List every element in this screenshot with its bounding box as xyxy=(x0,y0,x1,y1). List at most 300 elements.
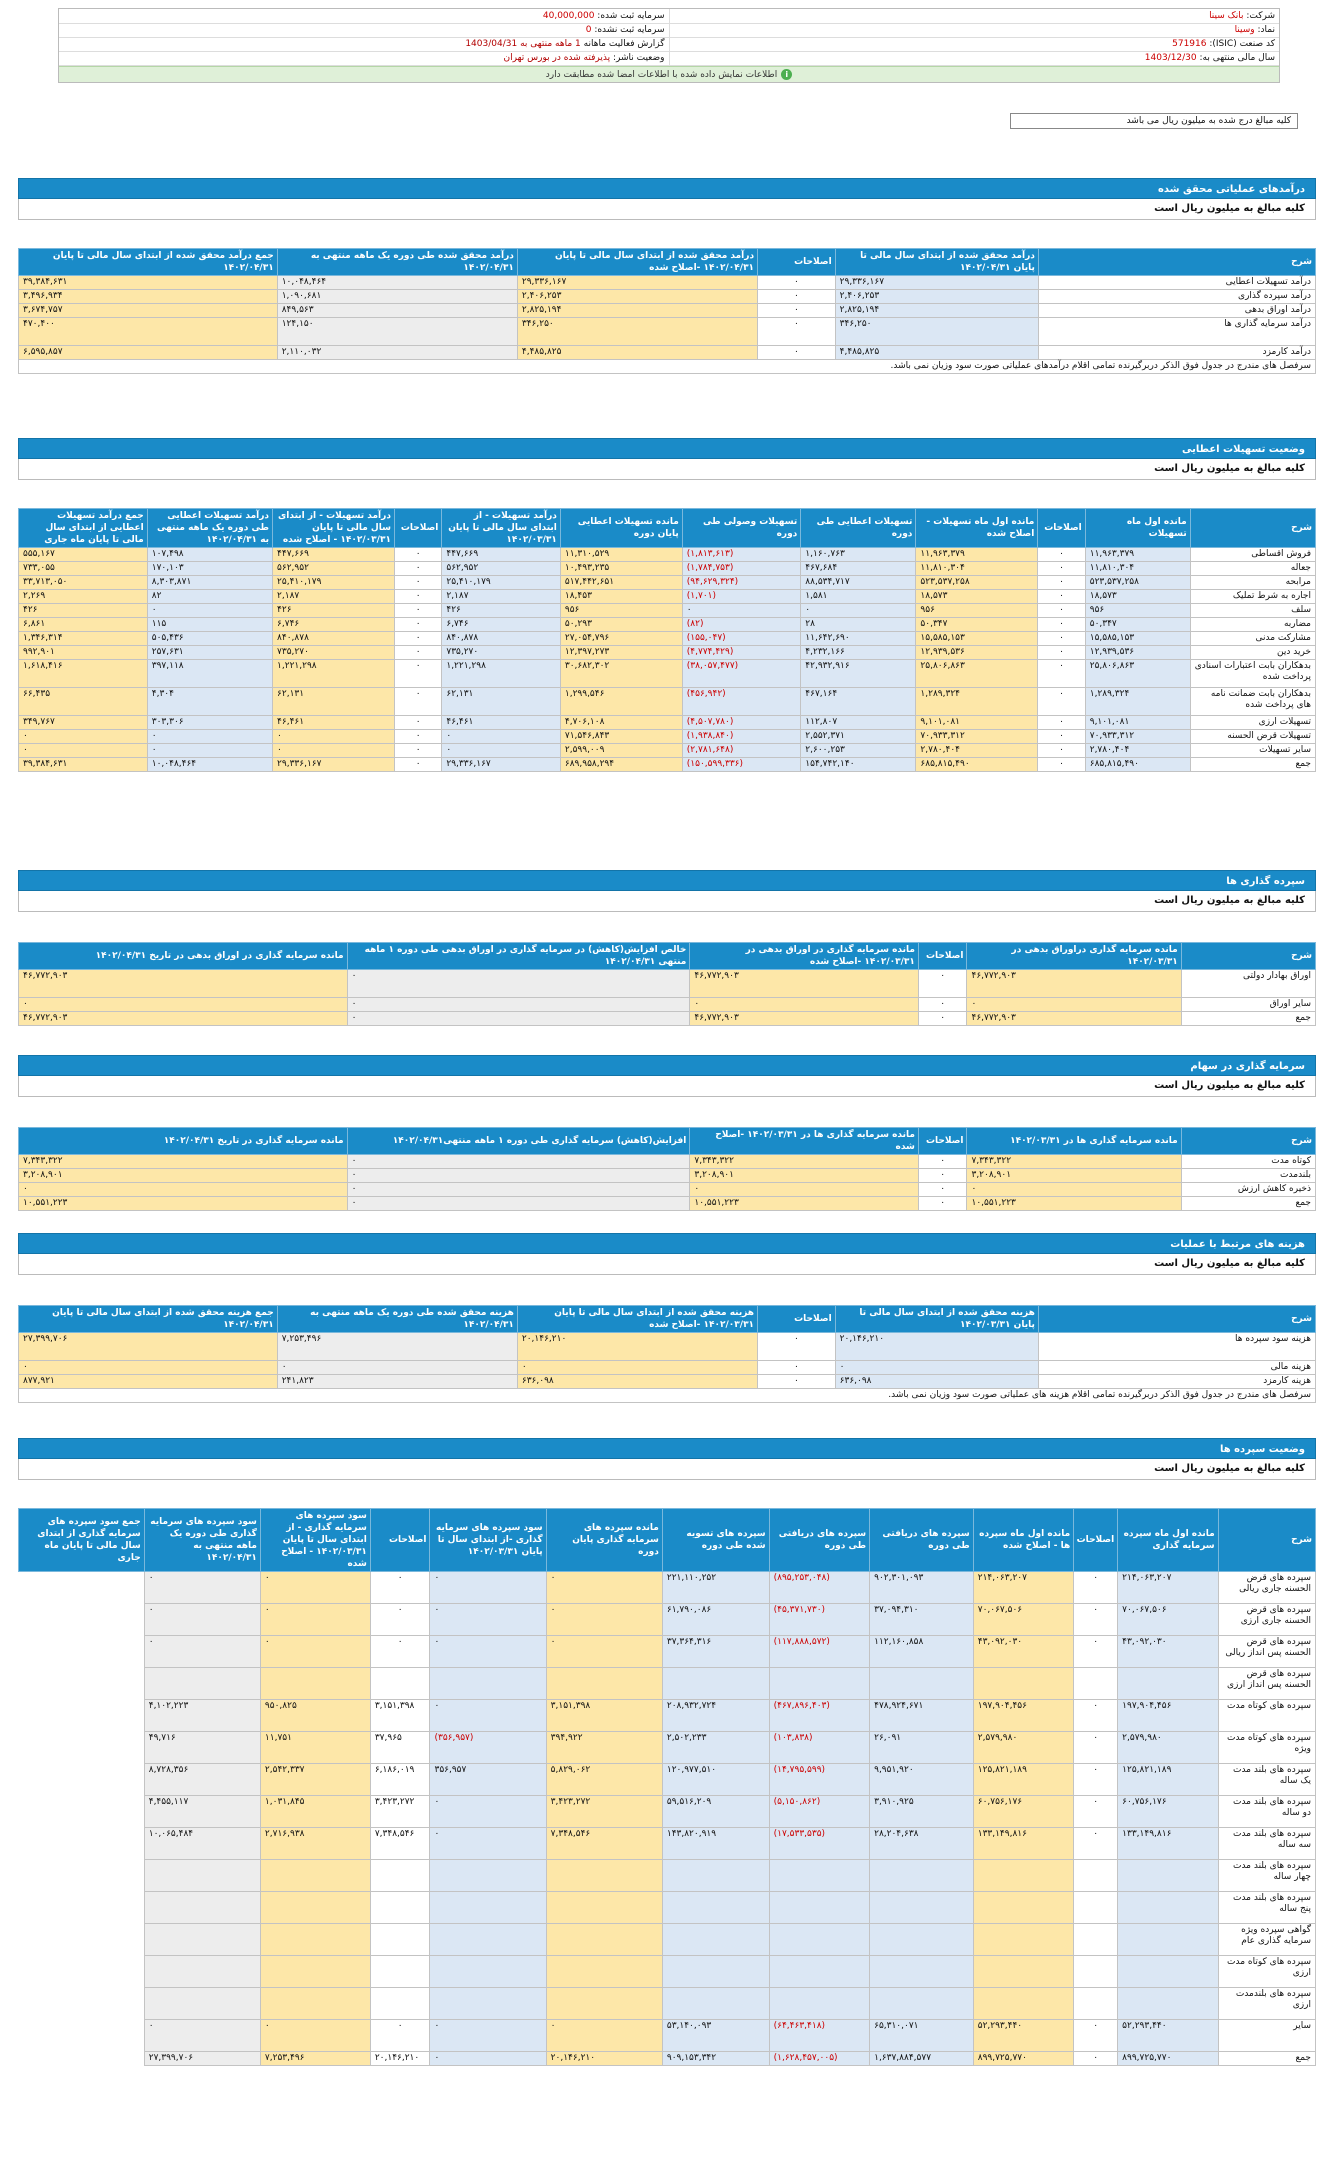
table-cell: ۴۶,۴۶۱ xyxy=(442,716,561,730)
table-cell: ۲۱۴,۰۶۳,۲۰۷ xyxy=(1118,1572,1218,1604)
table-cell: ۲,۵۵۲,۳۷۱ xyxy=(801,730,916,744)
table-cell: ۴۶,۷۷۲,۹۰۳ xyxy=(967,970,1181,998)
table-cell: ۱۴۳,۸۲۰,۹۱۹ xyxy=(662,1828,769,1860)
table-cell: ۲,۵۹۹,۰۰۹ xyxy=(560,744,682,758)
row-label: سپرده های کوتاه مدت ویژه xyxy=(1218,1732,1315,1764)
table-cell: ۷۰,۹۳۳,۳۱۲ xyxy=(1085,730,1190,744)
table-cell: ۶۲,۱۳۱ xyxy=(273,688,395,716)
row-label: جمع xyxy=(1190,758,1315,772)
table-cell: ۰ xyxy=(517,1361,757,1375)
column-header: افزایش(کاهش) سرمایه گذاری طی دوره ۱ ماهه منتهی۱۴۰۲/۰۴/۳۱ xyxy=(347,1128,690,1155)
table-cell xyxy=(662,1956,769,1988)
table-cell: ۰ xyxy=(1074,1636,1118,1668)
table-cell: ۷,۳۴۳,۳۲۲ xyxy=(690,1155,919,1169)
row-label: اجاره به شرط تملیک xyxy=(1190,590,1315,604)
row-label: جمع xyxy=(1181,1197,1315,1211)
operating-income-table xyxy=(18,248,1316,374)
table-cell: ۶۲,۱۳۱ xyxy=(442,688,561,716)
table-cell: ۱۱,۳۱۰,۵۲۹ xyxy=(560,548,682,562)
table-cell: ۸,۷۲۸,۳۵۶ xyxy=(144,1764,260,1796)
capital-unregistered-label: سرمایه ثبت نشده: xyxy=(594,25,665,35)
table-cell: ۰ xyxy=(394,590,441,604)
row-label: سایر تسهیلات xyxy=(1190,744,1315,758)
table-cell xyxy=(546,1924,662,1956)
table-cell: ۰ xyxy=(1038,632,1085,646)
table-cell: ۰ xyxy=(260,1572,370,1604)
table-cell xyxy=(973,1988,1073,2020)
table-cell: ۲۰۸,۹۳۲,۷۲۴ xyxy=(662,1700,769,1732)
table-cell: ۰ xyxy=(430,1636,546,1668)
table-cell: (۱۴,۷۹۵,۵۹۹) xyxy=(769,1764,869,1796)
table-cell xyxy=(870,1892,974,1924)
column-header: مانده اول ماه سپرده سرمایه گذاری xyxy=(1118,1509,1218,1572)
table-cell: (۴,۵۰۷,۷۸۰) xyxy=(682,716,801,730)
section-unit-operating-income: کلیه مبالغ به میلیون ریال است xyxy=(18,199,1316,220)
table-cell: (۳۸,۰۵۷,۴۷۷) xyxy=(682,660,801,688)
table-cell: ۲,۷۱۶,۹۳۸ xyxy=(260,1828,370,1860)
table-cell xyxy=(546,1956,662,1988)
table-cell: ۸۷۷,۹۲۱ xyxy=(19,1375,278,1389)
table-cell: ۰ xyxy=(260,1636,370,1668)
table-cell: ۵,۸۲۹,۰۶۲ xyxy=(546,1764,662,1796)
table-cell: ۰ xyxy=(147,744,272,758)
table-cell: ۲,۲۶۹ xyxy=(19,590,148,604)
table-cell: (۱,۷۸۴,۷۵۳) xyxy=(682,562,801,576)
table-cell: (۱,۶۲۸,۴۵۷,۰۰۵) xyxy=(769,2052,869,2066)
table-cell: ۰ xyxy=(967,998,1181,1012)
table-cell: ۹۰۹,۱۵۳,۳۴۲ xyxy=(662,2052,769,2066)
table-cell: ۰ xyxy=(1074,1828,1118,1860)
table-cell: ۱۲,۳۹۷,۲۷۳ xyxy=(560,646,682,660)
column-header: مانده سرمایه گذاری در اوراق بدهی در تاریخ ۱۴۰۲/۰۴/۳۱ xyxy=(19,943,348,970)
table-cell: ۱۳۳,۱۴۹,۸۱۶ xyxy=(973,1828,1073,1860)
row-label: مرابحه xyxy=(1190,576,1315,590)
table-row xyxy=(19,590,1316,604)
table-cell: ۰ xyxy=(144,1604,260,1636)
column-header: مانده سرمایه گذاری ها در ۱۴۰۲/۰۳/۳۱ xyxy=(967,1128,1181,1155)
table-row xyxy=(19,1012,1316,1026)
table-cell: ۰ xyxy=(690,998,919,1012)
row-label: جمع xyxy=(1218,2052,1315,2066)
table-cell: ۲۹,۳۳۶,۱۶۷ xyxy=(835,276,1038,290)
table-cell: ۱,۲۸۹,۳۲۴ xyxy=(1085,688,1190,716)
equity-investment-table xyxy=(18,1127,1316,1211)
section-title-operating-income: درآمدهای عملیاتی محقق شده xyxy=(18,178,1316,199)
table-cell: ۰ xyxy=(690,1183,919,1197)
row-label: هزینه سود سپرده ها xyxy=(1038,1333,1315,1361)
table-cell: ۵۰۵,۴۳۶ xyxy=(147,632,272,646)
table-cell: ۰ xyxy=(394,548,441,562)
symbol: وسینا xyxy=(1234,25,1255,35)
table-cell: ۲۲۱,۱۱۰,۲۵۲ xyxy=(662,1572,769,1604)
table-cell xyxy=(1074,1924,1118,1956)
table-cell xyxy=(870,1668,974,1700)
table-cell: ۲,۷۸۰,۴۰۴ xyxy=(1085,744,1190,758)
row-label: سپرده های قرض الحسنه پس انداز ارزی xyxy=(1218,1668,1315,1700)
table-row xyxy=(19,576,1316,590)
table-cell xyxy=(430,1956,546,1988)
table-cell: ۰ xyxy=(682,604,801,618)
table-cell: ۴۳,۰۹۲,۰۳۰ xyxy=(1118,1636,1218,1668)
table-cell: ۳,۶۷۴,۷۵۷ xyxy=(19,304,278,318)
table-cell: ۳۴۶,۲۵۰ xyxy=(835,318,1038,346)
table-cell: ۰ xyxy=(394,758,441,772)
table-cell: ۱۳۳,۱۴۹,۸۱۶ xyxy=(1118,1828,1218,1860)
table-cell: ۸۲ xyxy=(147,590,272,604)
row-label: تسهیلات قرض الحسنه xyxy=(1190,730,1315,744)
table-cell: ۵۶۲,۹۵۲ xyxy=(442,562,561,576)
table-cell: ۱۰,۵۵۱,۲۲۳ xyxy=(19,1197,348,1211)
table-cell: ۵۰,۳۴۷ xyxy=(916,618,1038,632)
column-header: شرح xyxy=(1038,249,1315,276)
table-cell: ۶,۷۴۶ xyxy=(442,618,561,632)
table-cell: ۳۷,۹۶۵ xyxy=(370,1732,430,1764)
table-cell: ۲۹,۳۳۶,۱۶۷ xyxy=(517,276,757,290)
table-cell: ۱۲,۹۳۹,۵۳۶ xyxy=(916,646,1038,660)
table-cell: ۱۸,۵۷۳ xyxy=(1085,590,1190,604)
row-label: بدهکاران بابت ضمانت نامه های پرداخت شده xyxy=(1190,688,1315,716)
table-cell: ۰ xyxy=(147,730,272,744)
table-cell: ۶۸۹,۹۵۸,۲۹۴ xyxy=(560,758,682,772)
notice-text: اطلاعات نمایش داده شده با اطلاعات امضا شده مطابقت دارد xyxy=(545,69,778,80)
table-cell: ۰ xyxy=(394,688,441,716)
table-cell xyxy=(430,1860,546,1892)
table-cell xyxy=(769,1956,869,1988)
table-cell: ۰ xyxy=(147,604,272,618)
table-cell: ۰ xyxy=(260,1604,370,1636)
table-cell: ۰ xyxy=(394,730,441,744)
table-cell: ۰ xyxy=(1038,660,1085,688)
table-cell: ۷۰,۰۶۷,۵۰۶ xyxy=(973,1604,1073,1636)
table-cell: ۲۰,۱۴۶,۲۱۰ xyxy=(517,1333,757,1361)
table-cell: ۰ xyxy=(430,1700,546,1732)
table-row xyxy=(19,730,1316,744)
table-cell xyxy=(662,1860,769,1892)
deposits-status-table xyxy=(18,1508,1316,2066)
table-cell: ۱۰,۰۶۵,۴۸۴ xyxy=(144,1828,260,1860)
table-row xyxy=(19,632,1316,646)
table-cell: ۰ xyxy=(394,660,441,688)
table-cell: ۴,۲۳۲,۱۶۶ xyxy=(801,646,916,660)
table-cell: ۳,۲۰۸,۹۰۱ xyxy=(690,1169,919,1183)
table-cell: ۹۵۶ xyxy=(560,604,682,618)
table-cell: ۲۸,۲۰۴,۶۳۸ xyxy=(870,1828,974,1860)
table-cell: ۸۹۹,۷۲۵,۷۷۰ xyxy=(973,2052,1073,2066)
table-cell: ۴۲۶ xyxy=(442,604,561,618)
table-row xyxy=(19,1796,1316,1828)
table-cell: ۱۱۲,۸۰۷ xyxy=(801,716,916,730)
table-cell xyxy=(546,1988,662,2020)
table-cell: ۳,۴۹۶,۹۳۴ xyxy=(19,290,278,304)
table-cell: ۰ xyxy=(1038,758,1085,772)
table-cell: ۰ xyxy=(758,304,836,318)
table-cell: ۲۴۱,۸۲۳ xyxy=(277,1375,517,1389)
table-cell: ۰ xyxy=(546,1572,662,1604)
table-cell xyxy=(1118,1892,1218,1924)
column-header: سود سپرده های سرمایه گذاری طی دوره یک ماهه منتهی به ۱۴۰۲/۰۴/۳۱ xyxy=(144,1509,260,1572)
status-label: وضعیت ناشر: xyxy=(612,53,665,63)
column-header: اصلاحات xyxy=(918,1128,967,1155)
table-cell xyxy=(870,1988,974,2020)
table-cell: ۱۰,۵۵۱,۲۲۳ xyxy=(690,1197,919,1211)
row-label: سپرده های قرض الحسنه پس انداز ریالی xyxy=(1218,1636,1315,1668)
table-cell: ۳,۱۵۱,۳۹۸ xyxy=(370,1700,430,1732)
table-cell xyxy=(546,1892,662,1924)
table-cell: ۰ xyxy=(918,1012,967,1026)
table-row xyxy=(19,290,1316,304)
column-header: مانده سرمایه گذاری دراوراق بدهی در ۱۴۰۲/۰۳/۳۱ xyxy=(967,943,1181,970)
table-cell xyxy=(769,1988,869,2020)
table-cell xyxy=(260,1668,370,1700)
row-label: سپرده های بلند مدت دو ساله xyxy=(1218,1796,1315,1828)
table-row xyxy=(19,618,1316,632)
table-cell: ۶۳۶,۰۹۸ xyxy=(517,1375,757,1389)
table-cell: ۰ xyxy=(370,1604,430,1636)
row-label: تسهیلات ارزی xyxy=(1190,716,1315,730)
column-header: مانده تسهیلات اعطایی پایان دوره xyxy=(560,509,682,548)
table-header-row xyxy=(19,1306,1316,1333)
table-cell: ۰ xyxy=(918,998,967,1012)
table-cell: ۵۳,۱۴۰,۰۹۳ xyxy=(662,2020,769,2052)
table-cell xyxy=(430,1924,546,1956)
table-cell: ۲۷,۳۹۹,۷۰۶ xyxy=(19,1333,278,1361)
table-cell: ۷,۳۴۸,۵۴۶ xyxy=(546,1828,662,1860)
table-cell xyxy=(1074,1988,1118,2020)
table-cell: ۳۷,۳۶۴,۳۱۶ xyxy=(662,1636,769,1668)
table-cell: ۰ xyxy=(430,1604,546,1636)
table-cell: ۰ xyxy=(394,604,441,618)
table-cell: ۶۸۵,۸۱۵,۴۹۰ xyxy=(916,758,1038,772)
column-header: درآمد تسهیلات - از ابتدای سال مالی تا پایان ۱۴۰۲/۰۳/۳۱ xyxy=(442,509,561,548)
table-cell: ۰ xyxy=(430,1572,546,1604)
table-row xyxy=(19,1197,1316,1211)
column-header: سپرده های دریافتی طی دوره xyxy=(870,1509,974,1572)
table-cell: ۰ xyxy=(19,730,148,744)
table-cell: ۰ xyxy=(1038,716,1085,730)
table-cell: ۱,۰۹۰,۶۸۱ xyxy=(277,290,517,304)
table-row xyxy=(19,1700,1316,1732)
table-cell: ۲۶,۰۹۱ xyxy=(870,1732,974,1764)
table-cell: ۰ xyxy=(273,744,395,758)
table-cell xyxy=(1118,1668,1218,1700)
table-cell xyxy=(370,1924,430,1956)
column-header: هزینه محقق شده طی دوره یک ماهه منتهی به ۱۴۰۲/۰۴/۳۱ xyxy=(277,1306,517,1333)
table-cell: ۰ xyxy=(1074,1796,1118,1828)
table-cell xyxy=(430,1668,546,1700)
table-cell: ۰ xyxy=(1074,1764,1118,1796)
table-cell: ۴,۴۸۵,۸۲۵ xyxy=(517,346,757,360)
table-cell: ۰ xyxy=(442,744,561,758)
table-cell: ۲,۴۰۶,۲۵۳ xyxy=(835,290,1038,304)
table-cell: ۲,۵۰۲,۲۳۳ xyxy=(662,1732,769,1764)
table-cell: ۱۰,۰۴۸,۴۶۴ xyxy=(277,276,517,290)
unit-note-box: کلیه مبالغ درج شده به میلیون ریال می باشد xyxy=(1010,113,1298,129)
table-cell xyxy=(973,1924,1073,1956)
column-header: درآمد محقق شده از ابتدای سال مالی تا پایان ۱۴۰۲/۰۴/۳۱ -اصلاح شده xyxy=(517,249,757,276)
column-header: درآمد تسهیلات - از ابتدای سال مالی تا پایان ۱۴۰۲/۰۳/۳۱ - اصلاح شده xyxy=(273,509,395,548)
table-cell xyxy=(1074,1892,1118,1924)
table-cell: ۰ xyxy=(144,1572,260,1604)
table-cell: ۰ xyxy=(1038,744,1085,758)
row-label: درآمد سپرده گذاری xyxy=(1038,290,1315,304)
table-cell: ۱۰,۴۹۳,۲۳۵ xyxy=(560,562,682,576)
table-cell xyxy=(1118,1924,1218,1956)
table-cell: ۳,۲۰۸,۹۰۱ xyxy=(19,1169,348,1183)
column-header: اصلاحات xyxy=(1074,1509,1118,1572)
row-label: سپرده های بلند مدت یک ساله xyxy=(1218,1764,1315,1796)
table-cell: ۳۹,۳۸۴,۶۳۱ xyxy=(19,276,278,290)
table-cell: ۰ xyxy=(394,632,441,646)
table-cell: ۹,۱۰۱,۰۸۱ xyxy=(916,716,1038,730)
table-cell: ۲۸ xyxy=(801,618,916,632)
column-header: جمع درآمد محقق شده از ابتدای سال مالی تا پایان ۱۴۰۲/۰۴/۳۱ xyxy=(19,249,278,276)
table-cell: ۰ xyxy=(1038,618,1085,632)
table-cell: ۱,۲۲۱,۲۹۸ xyxy=(273,660,395,688)
section-title-deposits-status: وضعیت سپرده ها xyxy=(18,1438,1316,1459)
column-header: هزینه محقق شده از ابتدای سال مالی تا پایان ۱۴۰۲/۰۳/۳۱ -اصلاح شده xyxy=(517,1306,757,1333)
table-cell: ۶,۸۶۱ xyxy=(19,618,148,632)
table-cell: ۱,۶۱۸,۴۱۶ xyxy=(19,660,148,688)
table-cell: ۱۷۰,۱۰۳ xyxy=(147,562,272,576)
table-cell: ۵۹,۵۱۶,۲۰۹ xyxy=(662,1796,769,1828)
table-cell: ۰ xyxy=(394,576,441,590)
table-cell: ۷۳۵,۲۷۰ xyxy=(273,646,395,660)
table-cell: ۲۹,۳۳۶,۱۶۷ xyxy=(273,758,395,772)
column-header: مانده سرمایه گذاری ها در ۱۴۰۲/۰۳/۳۱ -اصلاح شده xyxy=(690,1128,919,1155)
table-cell: ۲۰,۱۴۶,۲۱۰ xyxy=(546,2052,662,2066)
table-row xyxy=(19,304,1316,318)
table-cell: ۰ xyxy=(442,730,561,744)
table-cell: ۰ xyxy=(546,1604,662,1636)
table-cell: ۴۶,۴۶۱ xyxy=(273,716,395,730)
table-cell: ۹,۱۰۱,۰۸۱ xyxy=(1085,716,1190,730)
table-row xyxy=(19,1333,1316,1361)
table-cell: ۴۷۰,۴۰۰ xyxy=(19,318,278,346)
capital-unregistered: 0 xyxy=(585,25,592,35)
table-row xyxy=(19,758,1316,772)
table-cell: ۳۰۳,۳۰۶ xyxy=(147,716,272,730)
table-cell: (۱۰۳,۸۳۸) xyxy=(769,1732,869,1764)
table-cell: ۱,۰۳۱,۸۴۵ xyxy=(260,1796,370,1828)
column-header: شرح xyxy=(1181,1128,1315,1155)
table-cell: ۱۵,۵۸۵,۱۵۳ xyxy=(1085,632,1190,646)
row-label: سپرده های کوتاه مدت ارزی xyxy=(1218,1956,1315,1988)
report-header xyxy=(58,8,1280,83)
table-cell: (۱,۸۱۳,۶۱۳) xyxy=(682,548,801,562)
column-header: جمع درآمد تسهیلات اعطایی از ابتدای سال مالی تا پایان ماه جاری xyxy=(19,509,148,548)
table-cell: ۲۵۷,۶۳۱ xyxy=(147,646,272,660)
table-cell: ۷۳۵,۲۷۰ xyxy=(442,646,561,660)
column-header: سپرده های تسویه شده طی دوره xyxy=(662,1509,769,1572)
table-cell: ۰ xyxy=(144,2020,260,2052)
column-header: مانده سرمایه گذاری در اوراق بدهی در ۱۴۰۲/۰۳/۳۱ -اصلاح شده xyxy=(690,943,919,970)
table-cell: ۵۲۳,۵۳۷,۲۵۸ xyxy=(1085,576,1190,590)
table-cell: (۴,۷۷۴,۴۲۹) xyxy=(682,646,801,660)
report-label: گزارش فعالیت ماهانه xyxy=(583,39,665,49)
table-cell: ۱,۶۳۷,۸۸۴,۵۷۷ xyxy=(870,2052,974,2066)
table-row xyxy=(19,1924,1316,1956)
table-cell: ۳۹,۳۸۴,۶۳۱ xyxy=(19,758,148,772)
table-cell: ۱,۲۸۹,۳۲۴ xyxy=(916,688,1038,716)
table-cell: ۲۷,۳۹۹,۷۰۶ xyxy=(144,2052,260,2066)
table-cell: ۱۱,۶۴۲,۶۹۰ xyxy=(801,632,916,646)
report-period: 1 ماهه منتهی به 1403/04/31 xyxy=(465,39,581,49)
row-label: سایر xyxy=(1218,2020,1315,2052)
row-label: سپرده های بلند مدت سه ساله xyxy=(1218,1828,1315,1860)
table-cell: ۰ xyxy=(347,1183,690,1197)
table-cell: ۰ xyxy=(918,1155,967,1169)
table-cell: (۲,۷۸۱,۶۴۸) xyxy=(682,744,801,758)
table-cell: ۰ xyxy=(758,1375,836,1389)
table-row xyxy=(19,1636,1316,1668)
table-cell xyxy=(260,1924,370,1956)
section-unit-deposits-placed: کلیه مبالغ به میلیون ریال است xyxy=(18,891,1316,912)
table-row xyxy=(19,1860,1316,1892)
table-cell: ۰ xyxy=(370,1572,430,1604)
table-cell: ۱۲۵,۸۲۱,۱۸۹ xyxy=(1118,1764,1218,1796)
table-cell: ۳,۹۱۰,۹۲۵ xyxy=(870,1796,974,1828)
table-cell: ۱۰,۰۴۸,۴۶۴ xyxy=(147,758,272,772)
table-cell: ۴,۳۰۴ xyxy=(147,688,272,716)
table-cell: ۲,۱۸۷ xyxy=(273,590,395,604)
column-header: مانده اول ماه سپرده ها - اصلاح شده xyxy=(973,1509,1073,1572)
table-cell xyxy=(370,1988,430,2020)
table-row xyxy=(19,744,1316,758)
table-cell: ۶,۷۴۶ xyxy=(273,618,395,632)
table-cell: ۵۲۳,۵۳۷,۲۵۸ xyxy=(916,576,1038,590)
table-cell: ۳۵۶,۹۵۷ xyxy=(430,1764,546,1796)
row-label: هزینه مالی xyxy=(1038,1361,1315,1375)
table-cell: ۷,۲۵۳,۴۹۶ xyxy=(260,2052,370,2066)
table-cell: (۸۲) xyxy=(682,618,801,632)
column-header: سود سپرده های سرمایه گذاری -از ابتدای سال تا پایان ۱۴۰۲/۰۳/۳۱ xyxy=(430,1509,546,1572)
column-header: درآمد تسهیلات اعطایی طی دوره یک ماهه منتهی به ۱۴۰۲/۰۴/۳۱ xyxy=(147,509,272,548)
table-cell: ۰ xyxy=(1038,590,1085,604)
table-cell: (۶۴,۴۶۳,۴۱۸) xyxy=(769,2020,869,2052)
table-cell: ۰ xyxy=(19,1183,348,1197)
table-row xyxy=(19,346,1316,360)
table-cell: (۱,۹۳۸,۸۴۰) xyxy=(682,730,801,744)
table-cell: ۳۴۹,۷۶۷ xyxy=(19,716,148,730)
table-cell: ۱۲۴,۱۵۰ xyxy=(277,318,517,346)
table-cell: ۴۶,۷۷۲,۹۰۳ xyxy=(690,970,919,998)
column-header: مانده اول ماه تسهیلات - اصلاح شده xyxy=(916,509,1038,548)
table-row xyxy=(19,1956,1316,1988)
table-cell: (۱۵۰,۵۹۹,۳۳۶) xyxy=(682,758,801,772)
table-cell xyxy=(144,1892,260,1924)
table-cell xyxy=(973,1956,1073,1988)
table-cell xyxy=(260,1956,370,1988)
table-cell: ۰ xyxy=(430,2020,546,2052)
row-label: مضاربه xyxy=(1190,618,1315,632)
table-cell: (۴۶۷,۸۹۶,۴۰۳) xyxy=(769,1700,869,1732)
table-row xyxy=(19,1828,1316,1860)
table-cell: ۰ xyxy=(1074,2052,1118,2066)
table-row xyxy=(19,660,1316,688)
table-cell: ۰ xyxy=(370,2020,430,2052)
table-cell: (۱,۷۰۱) xyxy=(682,590,801,604)
row-label: سپرده های بلند مدت پنج ساله xyxy=(1218,1892,1315,1924)
table-cell: (۳۵۶,۹۵۷) xyxy=(430,1732,546,1764)
table-cell: ۲,۵۷۹,۹۸۰ xyxy=(1118,1732,1218,1764)
table-cell: ۷,۳۴۳,۳۲۲ xyxy=(967,1155,1181,1169)
table-cell: ۰ xyxy=(1074,1572,1118,1604)
table-cell: ۰ xyxy=(394,744,441,758)
table-cell: ۸۸,۵۳۴,۷۱۷ xyxy=(801,576,916,590)
column-header: خالص افزایش(کاهش) در سرمایه گذاری در اوراق بدهی طی دوره ۱ ماهه منتهی ۱۴۰۲/۰۴/۳۱ xyxy=(347,943,690,970)
table-footnote: سرفصل های مندرج در جدول فوق الذکر دربرگیرنده تمامی اقلام درآمدهای عملیاتی صورت سود وزیان نمی باشد. xyxy=(19,360,1316,374)
table-cell: ۴۴۷,۶۶۹ xyxy=(273,548,395,562)
